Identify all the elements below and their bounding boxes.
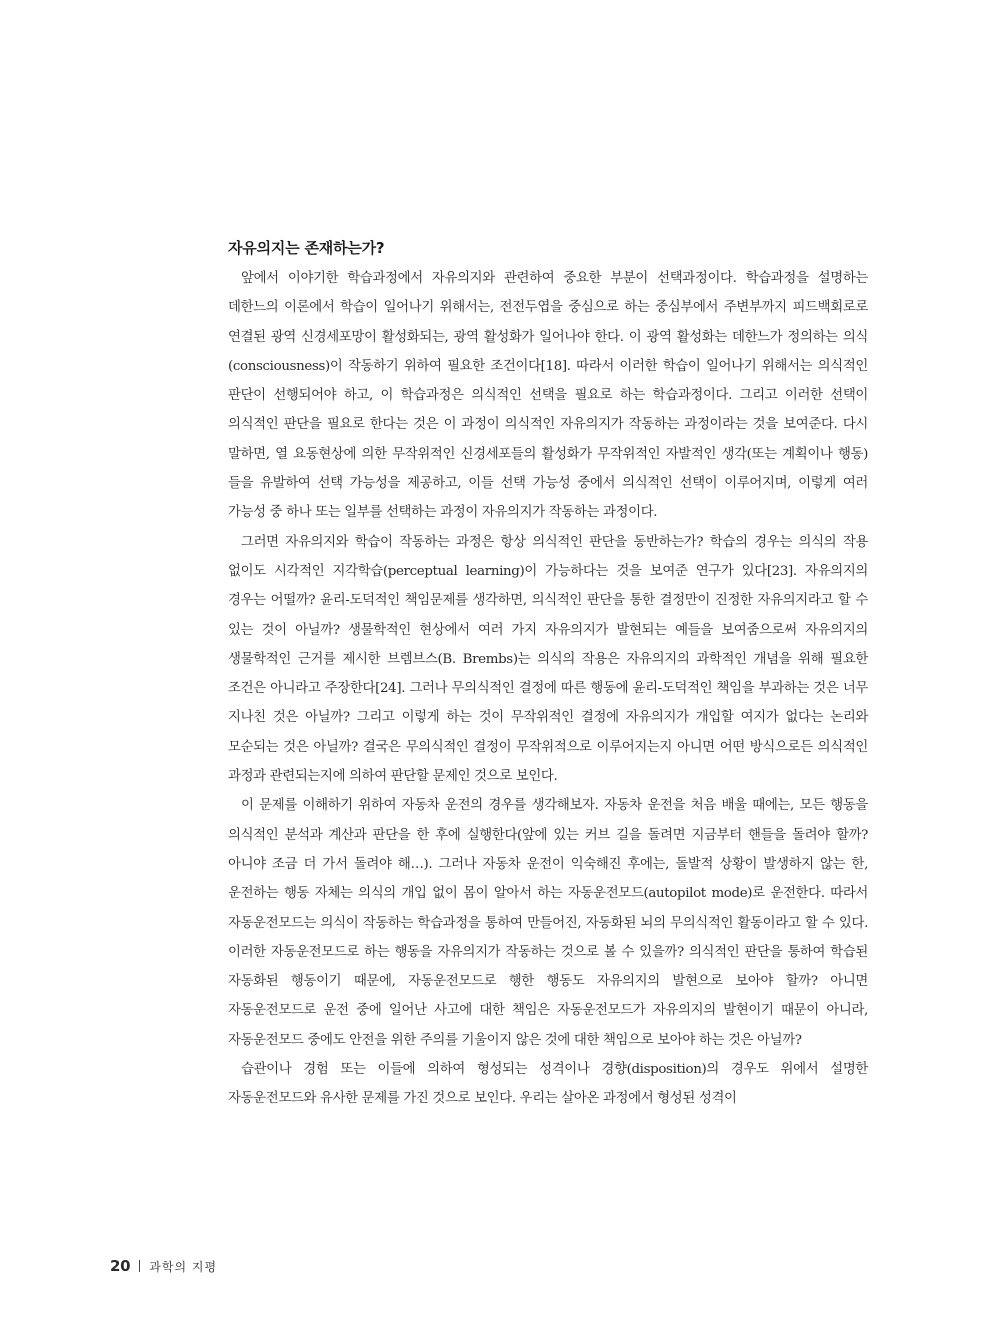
- footer-divider: [139, 1260, 140, 1272]
- paragraph: 그러면 자유의지와 학습이 작동하는 과정은 항상 의식적인 판단을 동반하는가? 학습의 경우는 의식의 작용 없이도 시각적인 지각학습(perceptual learning)이 가능하다는 것을 보여준 연구가 있다[23]. 자유의지의 경우는 어떨까? 윤리-도덕적인 책임문제를 생각하면, 의식적인 판단을 통한 결정만이 진정한 자유의지라고 할 수 있는 것이 아닐까? 생물학적인 현상에서 여러 가지 자유의지가 발현되는 예들을 보여줌으로써 자유의지의 생물학적인 근거를 제시한 브렘브스(B. Brembs)는 의식의 작용은 자유의지의 과학적인 개념을 위해 필요한 조건은 아니라고 주장한다[24]. 그러나 무의식적인 결정에 따른 행동에 윤리-도덕적인 책임을 부과하는 것은 너무 지나친 것은 아닐까? 그리고 이렇게 하는 것이 무작위적인 결정에 자유의지가 개입할 여지가 없다는 논리와 모순되는 것은 아닐까? 결국은 무의식적인 결정이 무작위적으로 이루어지는지 아니면 어떤 방식으로든 의식적인 과정과 관련되는지에 의하여 판단할 문제인 것으로 보인다.: [228, 534, 868, 785]
- paragraph: 앞에서 이야기한 학습과정에서 자유의지와 관련하여 중요한 부분이 선택과정이다. 학습과정을 설명하는 데한느의 이론에서 학습이 일어나기 위해서는, 전전두엽을 중심으로 하는 중심부에서 주변부까지 피드백회로로 연결된 광역 신경세포망이 활성화되는, 광역 활성화가 일어나야 한다. 이 광역 활성화는 데한느가 정의하는 의식(consciousness)이 작동하기 위하여 필요한 조건이다[18]. 따라서 이러한 학습이 일어나기 위해서는 의식적인 판단이 선행되어야 하고, 이 학습과정은 의식적인 선택을 필요로 하는 학습과정이다. 그리고 이러한 선택이 의식적인 판단을 필요로 한다는 것은 이 과정이 의식적인 자유의지가 작동하는 과정이라는 것을 보여준다. 다시 말하면, 열 요동현상에 의한 무작위적인 신경세포들의 활성화가 무작위적인 자발적인 생각(또는 계획이나 행동)들을 유발하여 선택 가능성을 제공하고, 이들 선택 가능성 중에서 의식적인 선택이 이루어지며, 이렇게 여러 가능성 중 하나 또는 일부를 선택하는 과정이 자유의지가 작동하는 과정이다.: [228, 271, 868, 521]
- magazine-title: 과학의 지평: [149, 1259, 218, 1274]
- article-body: [228, 238, 868, 1114]
- page-footer: [110, 1256, 217, 1276]
- page-number: 20: [110, 1257, 131, 1275]
- section-heading: 자유의지는 존재하는가?: [228, 239, 385, 257]
- paragraph: 이 문제를 이해하기 위하여 자동차 운전의 경우를 생각해보자. 자동차 운전을 처음 배울 때에는, 모든 행동을 의식적인 분석과 계산과 판단을 한 후에 실행한다(앞에 있는 커브 길을 돌려면 지금부터 핸들을 돌려야 할까? 아니야 조금 더 가서 돌려야 해…). 그러나 자동차 운전이 익숙해진 후에는, 돌발적 상황이 발생하지 않는 한, 운전하는 행동 자체는 의식의 개입 없이 몸이 알아서 하는 자동운전모드(autopilot mode)로 운전한다. 따라서 자동운전모드는 의식이 작동하는 학습과정을 통하여 만들어진, 자동화된 뇌의 무의식적인 활동이라고 할 수 있다. 이러한 자동운전모드로 하는 행동을 자유의지가 작동하는 것으로 볼 수 있을까? 의식적인 판단을 통하여 학습된 자동화된 행동이기 때문에, 자동운전모드로 행한 행동도 자유의지의 발현으로 보아야 할까? 아니면 자동운전모드로 운전 중에 일어난 사고에 대한 책임은 자동운전모드가 자유의지의 발현이기 때문이 아니라, 자동운전모드 중에도 안전을 위한 주의를 기울이지 않은 것에 대한 책임으로 보아야 하는 것은 아닐까?: [228, 798, 868, 1048]
- paragraph: 습관이나 경험 또는 이들에 의하여 형성되는 성격이나 경향(disposition)의 경우도 위에서 설명한 자동운전모드와 유사한 문제를 가진 것으로 보인다. 우리는 살아온 과정에서 형성된 성격이: [228, 1062, 868, 1107]
